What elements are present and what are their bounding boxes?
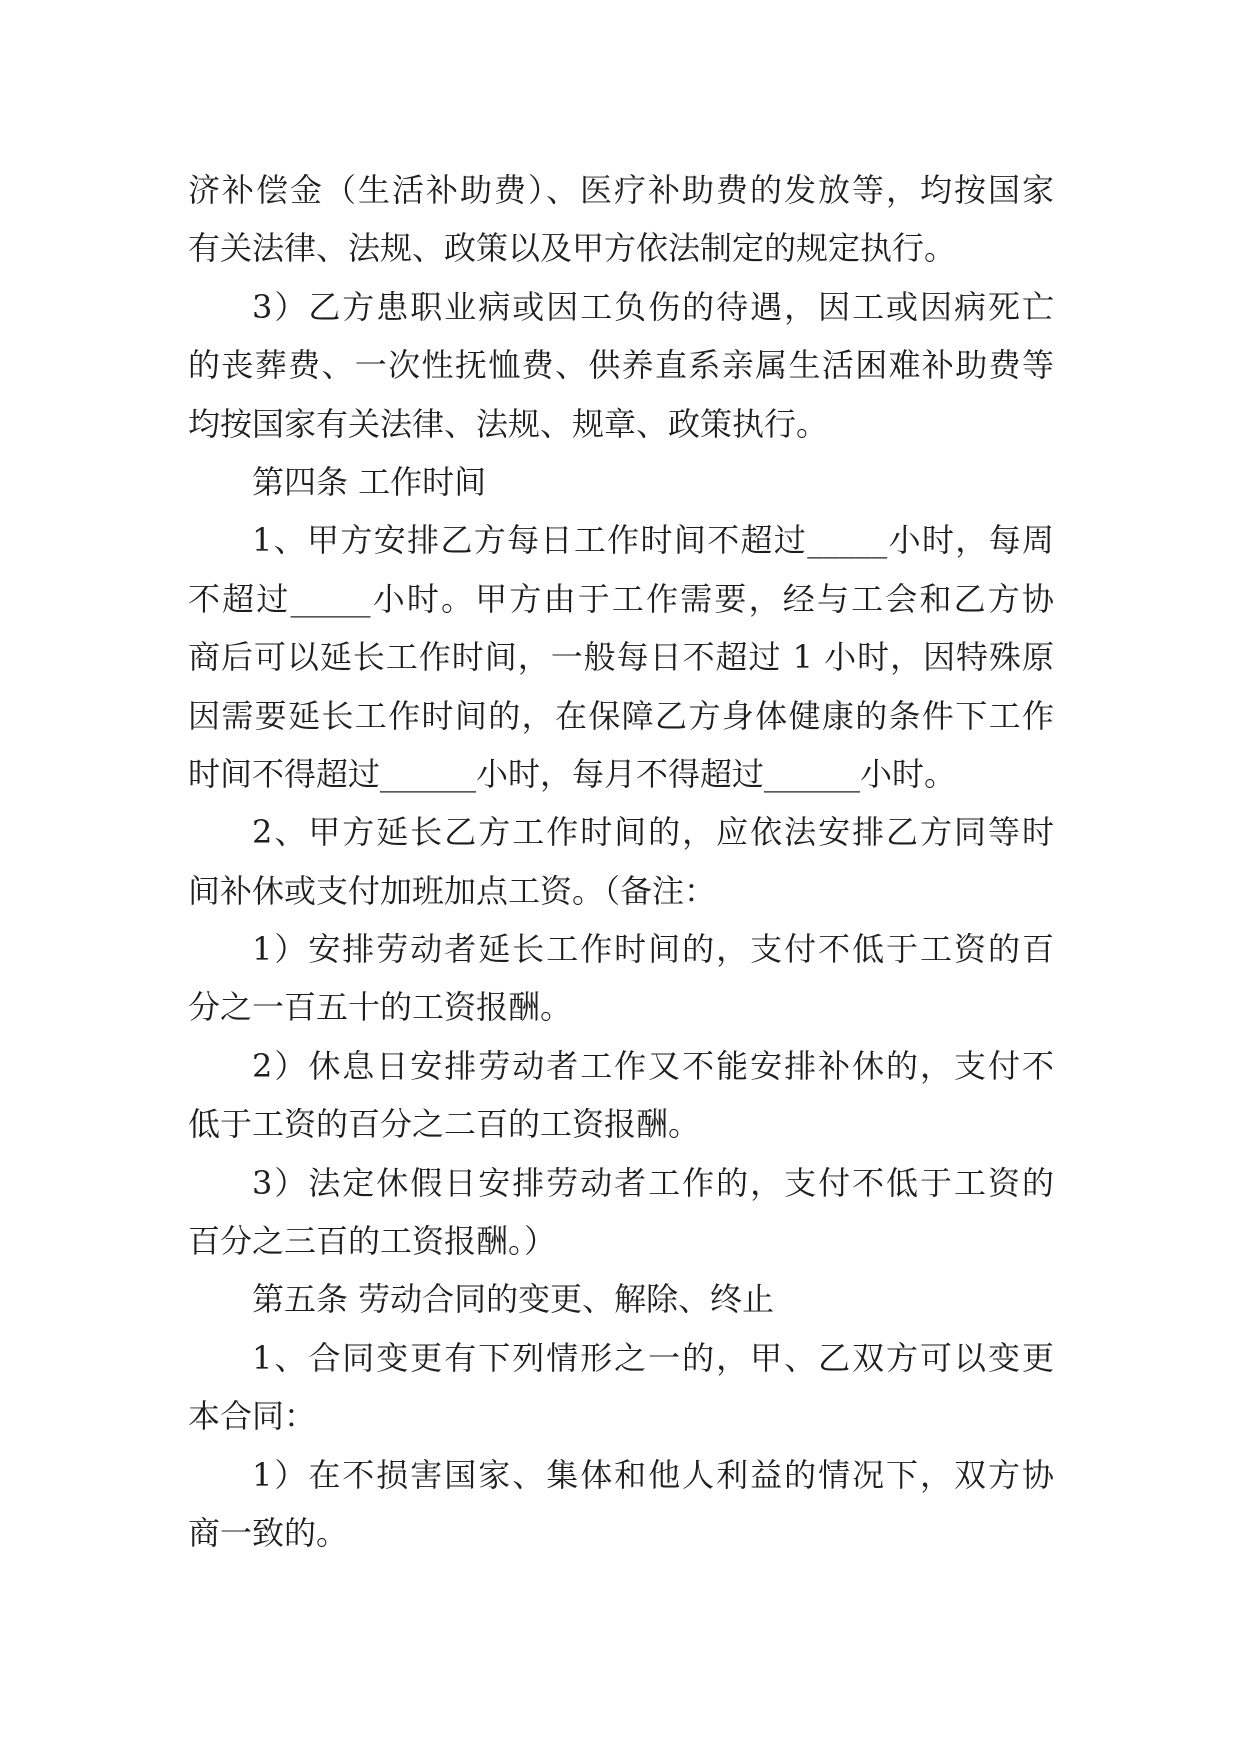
paragraph-start: 1、合同变更有下列情形之一的，甲、乙双方可以变更 xyxy=(252,1338,1054,1377)
paragraph-start: 1）在不损害国家、集体和他人利益的情况下，双方协 xyxy=(252,1455,1054,1494)
text-line: 时间不得超过______小时，每月不得超过______小时。 xyxy=(188,754,957,793)
paragraph-start: 3）法定休假日安排劳动者工作的，支付不低于工资的 xyxy=(252,1163,1054,1202)
text-line: 低于工资的百分之二百的工资报酬。 xyxy=(188,1105,701,1144)
text-line: 间补休或支付加班加点工资。（备注： xyxy=(188,871,717,910)
paragraph-start: 2）休息日安排劳动者工作又不能安排补休的，支付不 xyxy=(252,1046,1054,1085)
text-line: 本合同： xyxy=(188,1397,317,1436)
text-line: 百分之三百的工资报酬。） xyxy=(188,1222,557,1261)
text-line: 的丧葬费、一次性抚恤费、供养直系亲属生活困难补助费等 xyxy=(188,346,1054,385)
paragraph-start: 2、甲方延长乙方工作时间的，应依法安排乙方同等时 xyxy=(252,813,1054,852)
text-line: 分之一百五十的工资报酬。 xyxy=(188,988,573,1027)
paragraph-start: 3）乙方患职业病或因工负伤的待遇，因工或因病死亡 xyxy=(252,287,1054,326)
article-heading: 第五条 劳动合同的变更、解除、终止 xyxy=(252,1280,775,1319)
text-line: 商后可以延长工作时间，一般每日不超过 1 小时，因特殊原 xyxy=(188,638,1054,677)
text-line: 因需要延长工作时间的，在保障乙方身体健康的条件下工作 xyxy=(188,696,1054,735)
text-line: 均按国家有关法律、法规、规章、政策执行。 xyxy=(188,404,829,443)
text-line: 济补偿金（生活补助费）、医疗补助费的发放等，均按国家 xyxy=(188,171,1054,209)
paragraph-start: 1）安排劳动者延长工作时间的，支付不低于工资的百 xyxy=(252,930,1054,969)
article-heading: 第四条 工作时间 xyxy=(252,462,487,501)
text-line: 有关法律、法规、政策以及甲方依法制定的规定执行。 xyxy=(188,229,957,268)
text-line: 不超过_____小时。甲方由于工作需要，经与工会和乙方协 xyxy=(188,579,1054,618)
contract-body xyxy=(188,161,1054,1562)
paragraph-start: 1、甲方安排乙方每日工作时间不超过_____小时，每周 xyxy=(252,521,1054,560)
text-line: 商一致的。 xyxy=(188,1513,349,1552)
